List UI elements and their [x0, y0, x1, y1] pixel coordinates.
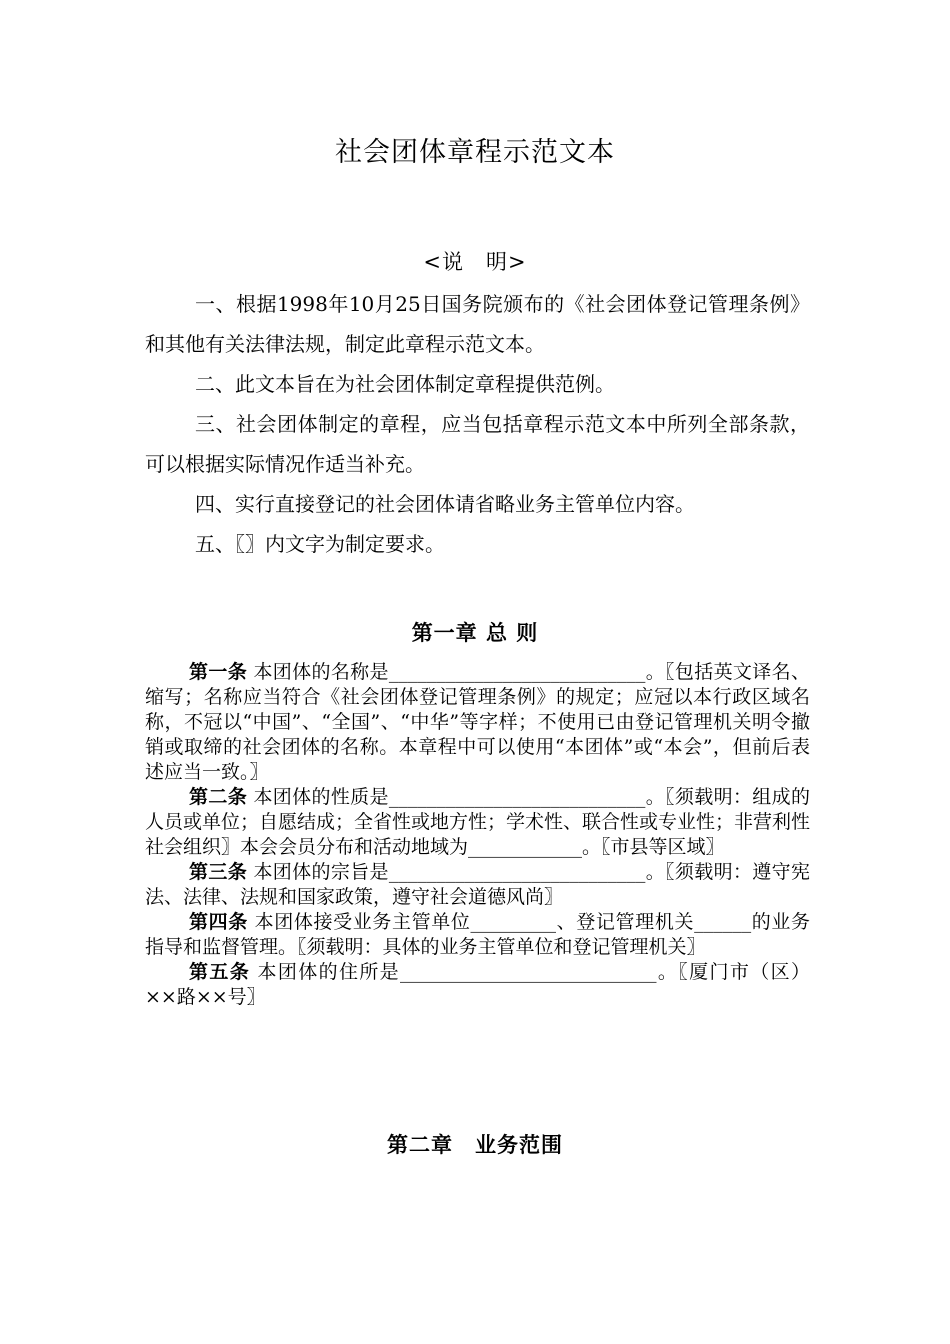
article-text: 本团体的名称是___________________________。〖包括英文译名、缩写；名称应当符合《社会团体登记管理条例》的规定；应冠以本行政区域名称，不冠以“中国”、“全国”、“中华”等字样；不使用已由登记管理机关明令撤销或取缔的社会团体的名称。本章程中可以使用“本团体”或“本会”，但前后表述应当一致。〗: [145, 661, 810, 783]
article-label: 第一条: [189, 661, 248, 683]
article-text: 本团体的性质是___________________________。〖须载明：组成的人员或单位；自愿结成；全省性或地方性；学术性、联合性或专业性；非营利性社会组织〗本会会员分布和活动地域为____________。〖市县等区域〗: [145, 786, 811, 858]
document-title: 社会团体章程示范文本: [335, 137, 615, 168]
article-item: [145, 910, 810, 960]
note-item: 三、社会团体制定的章程，应当包括章程示范文本中所列全部条款，可以根据实际情况作适当补充。: [145, 412, 810, 476]
article-label: 第四条: [189, 911, 248, 933]
article-item: [145, 860, 810, 910]
note-item: 一、根据1998年10月25日国务院颁布的《社会团体登记管理条例》和其他有关法律法规，制定此章程示范文本。: [145, 292, 810, 356]
article-text: 本团体接受业务主管单位_________、登记管理机关______的业务指导和监督管理。〖须载明：具体的业务主管单位和登记管理机关〗: [145, 911, 810, 958]
article-label: 第三条: [189, 861, 248, 883]
chapter-2-heading: 第二章 业务范围: [387, 1133, 563, 1157]
note-item: 四、实行直接登记的社会团体请省略业务主管单位内容。: [195, 492, 695, 516]
article-label: 第二条: [189, 786, 248, 808]
note-item: 二、此文本旨在为社会团体制定章程提供范例。: [195, 372, 615, 396]
chapter-1-heading: 第一章 总 则: [411, 621, 539, 645]
notes-heading: <说 明>: [423, 250, 527, 274]
notes-section: [145, 284, 810, 564]
article-item: [145, 960, 810, 1010]
article-item: [145, 660, 810, 785]
article-text: 本团体的宗旨是___________________________。〖须载明：遵守宪法、法律、法规和国家政策，遵守社会道德风尚〗: [145, 861, 810, 908]
article-text: 本团体的住所是___________________________。〖厦门市（区）××路××号〗: [145, 961, 810, 1008]
article-item: [145, 785, 810, 860]
article-label: 第五条: [189, 961, 251, 983]
chapter-1-articles: [145, 660, 810, 1010]
note-item: 五、〖〗内文字为制定要求。: [195, 532, 445, 556]
